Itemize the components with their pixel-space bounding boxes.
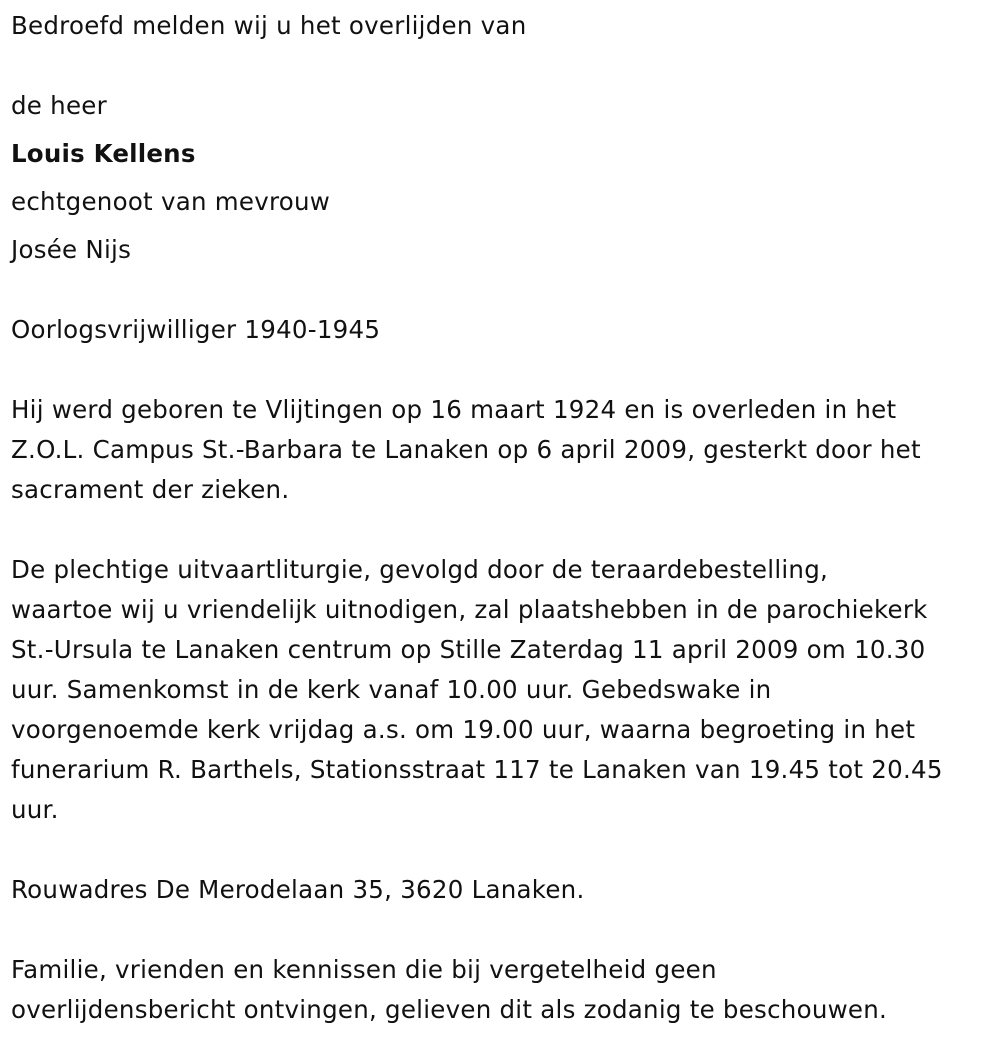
birth-death-paragraph bbox=[11, 390, 991, 510]
paragraph-line: uur. Samenkomst in de kerk vanaf 10.00 uur. Gebedswake in bbox=[11, 675, 772, 704]
paragraph-line: voorgenoemde kerk vrijdag a.s. om 19.00 uur, waarna begroeting in het bbox=[11, 715, 916, 744]
paragraph-line: Familie, vrienden en kennissen die bij vergetelheid geen bbox=[11, 955, 717, 984]
paragraph-line: funerarium R. Barthels, Stationsstraat 117 te Lanaken van 19.45 tot 20.45 bbox=[11, 755, 943, 784]
title-prefix: de heer bbox=[11, 91, 107, 120]
paragraph-line: uur. bbox=[11, 795, 59, 824]
deceased-name: Louis Kellens bbox=[11, 139, 196, 168]
intro-text: Bedroefd melden wij u het overlijden van bbox=[11, 11, 527, 40]
paragraph-line: sacrament der zieken. bbox=[11, 475, 290, 504]
paragraph-line: St.-Ursula te Lanaken centrum op Stille Zaterdag 11 april 2009 om 10.30 bbox=[11, 635, 926, 664]
mourning-address: Rouwadres De Merodelaan 35, 3620 Lanaken. bbox=[11, 875, 585, 904]
closing-paragraph bbox=[11, 950, 991, 1030]
spouse-name: Josée Nijs bbox=[11, 235, 132, 264]
distinction-text: Oorlogsvrijwilliger 1940-1945 bbox=[11, 315, 381, 344]
spouse-intro: echtgenoot van mevrouw bbox=[11, 187, 331, 216]
paragraph-line: De plechtige uitvaartliturgie, gevolgd door de teraardebestelling, bbox=[11, 555, 829, 584]
paragraph-line: Z.O.L. Campus St.-Barbara te Lanaken op 6 april 2009, gesterkt door het bbox=[11, 435, 921, 464]
paragraph-line: overlijdensbericht ontvingen, gelieven dit als zodanig te beschouwen. bbox=[11, 995, 888, 1024]
funeral-paragraph bbox=[11, 550, 991, 830]
paragraph-line: Hij werd geboren te Vlijtingen op 16 maart 1924 en is overleden in het bbox=[11, 395, 897, 424]
paragraph-line: waartoe wij u vriendelijk uitnodigen, zal plaatshebben in de parochiekerk bbox=[11, 595, 928, 624]
